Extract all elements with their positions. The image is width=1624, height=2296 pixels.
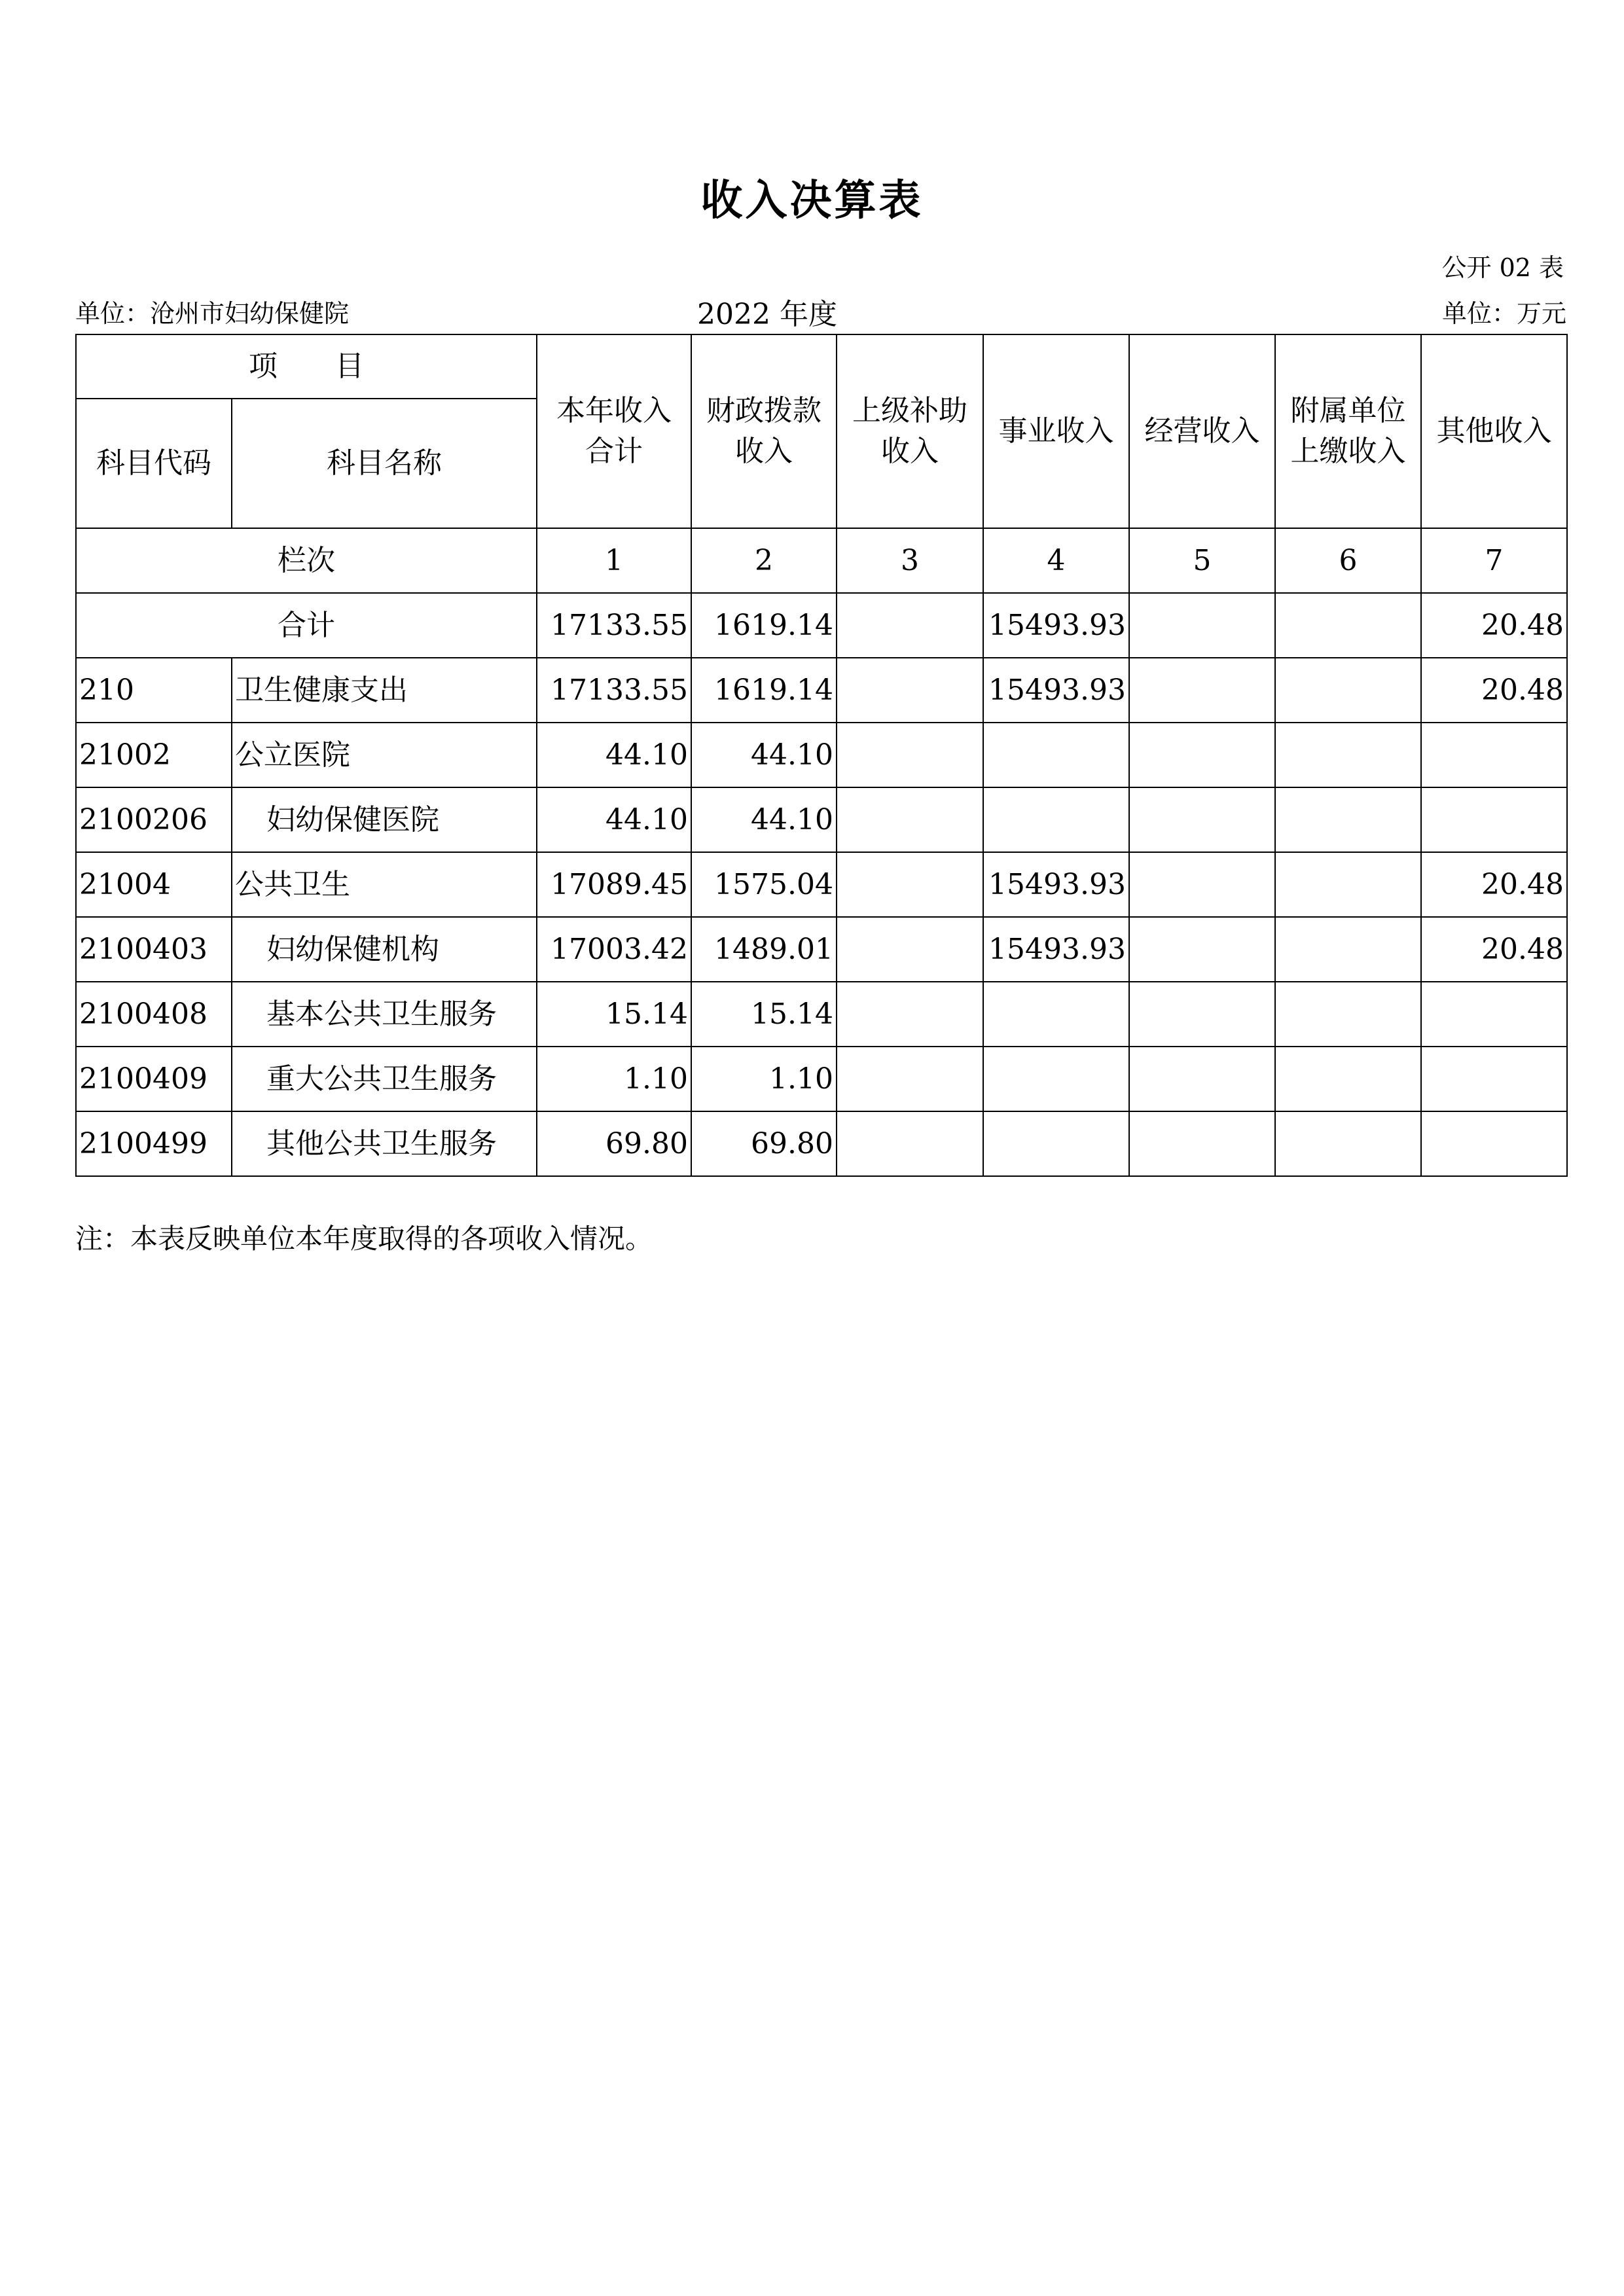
amount-cell bbox=[1129, 852, 1275, 917]
amount-cell bbox=[983, 1111, 1129, 1176]
amount-cell: 44.10 bbox=[537, 787, 691, 852]
amount-cell: 15493.93 bbox=[983, 852, 1129, 917]
amount-cell bbox=[1275, 787, 1421, 852]
subject-name: 公立医院 bbox=[232, 723, 537, 787]
amount-cell bbox=[1275, 723, 1421, 787]
amount-cell: 1.10 bbox=[537, 1047, 691, 1111]
header-col-1: 本年收入 合计 bbox=[537, 334, 691, 528]
table-row bbox=[76, 658, 1567, 723]
sequence-number: 4 bbox=[983, 528, 1129, 593]
total-label: 合计 bbox=[76, 593, 537, 658]
amount-cell bbox=[1129, 723, 1275, 787]
total-value: 15493.93 bbox=[983, 593, 1129, 658]
amount-cell: 44.10 bbox=[537, 723, 691, 787]
amount-cell bbox=[1421, 723, 1567, 787]
subject-code: 2100403 bbox=[76, 917, 232, 982]
table-row bbox=[76, 982, 1567, 1047]
amount-cell bbox=[1129, 658, 1275, 723]
amount-cell bbox=[1275, 852, 1421, 917]
amount-cell bbox=[1275, 982, 1421, 1047]
amount-cell bbox=[837, 1111, 983, 1176]
amount-cell bbox=[1129, 1111, 1275, 1176]
table-note: 注：本表反映单位本年度取得的各项收入情况。 bbox=[75, 1223, 653, 1255]
amount-cell: 17089.45 bbox=[537, 852, 691, 917]
amount-cell bbox=[1275, 1047, 1421, 1111]
subject-code: 2100206 bbox=[76, 787, 232, 852]
amount-cell bbox=[983, 787, 1129, 852]
report-meta bbox=[75, 293, 1566, 331]
amount-cell bbox=[1129, 1047, 1275, 1111]
sequence-number: 2 bbox=[691, 528, 837, 593]
amount-cell bbox=[1275, 1111, 1421, 1176]
amount-cell bbox=[837, 723, 983, 787]
amount-cell: 20.48 bbox=[1421, 658, 1567, 723]
amount-cell: 15.14 bbox=[691, 982, 837, 1047]
total-row bbox=[76, 593, 1567, 658]
amount-cell bbox=[1129, 917, 1275, 982]
fiscal-year: 2022 年度 bbox=[697, 298, 837, 331]
table-row bbox=[76, 787, 1567, 852]
income-table bbox=[75, 334, 1568, 1177]
table-row bbox=[76, 723, 1567, 787]
amount-cell bbox=[837, 917, 983, 982]
header-name: 科目名称 bbox=[232, 399, 537, 528]
amount-cell bbox=[983, 1047, 1129, 1111]
subject-name: 妇幼保健医院 bbox=[232, 787, 537, 852]
amount-cell: 15493.93 bbox=[983, 658, 1129, 723]
sequence-number: 1 bbox=[537, 528, 691, 593]
header-col-2: 财政拨款 收入 bbox=[691, 334, 837, 528]
table-row bbox=[76, 1111, 1567, 1176]
amount-cell: 1489.01 bbox=[691, 917, 837, 982]
amount-cell bbox=[837, 982, 983, 1047]
form-number: 公开 02 表 bbox=[1441, 253, 1564, 282]
total-value bbox=[837, 593, 983, 658]
header-code: 科目代码 bbox=[76, 399, 232, 528]
amount-cell: 69.80 bbox=[537, 1111, 691, 1176]
amount-cell bbox=[837, 1047, 983, 1111]
amount-cell bbox=[1421, 982, 1567, 1047]
sequence-number: 7 bbox=[1421, 528, 1567, 593]
header-col-7: 其他收入 bbox=[1421, 334, 1567, 528]
header-col-3: 上级补助 收入 bbox=[837, 334, 983, 528]
page-title: 收入决算表 bbox=[700, 176, 924, 225]
unit-name: 单位：沧州市妇幼保健院 bbox=[75, 299, 350, 328]
header-col-5: 经营收入 bbox=[1129, 334, 1275, 528]
amount-cell bbox=[1275, 917, 1421, 982]
amount-cell: 1.10 bbox=[691, 1047, 837, 1111]
amount-cell: 17133.55 bbox=[537, 658, 691, 723]
amount-cell: 15.14 bbox=[537, 982, 691, 1047]
sequence-row bbox=[76, 528, 1567, 593]
subject-name: 公共卫生 bbox=[232, 852, 537, 917]
subject-code: 21002 bbox=[76, 723, 232, 787]
amount-cell: 69.80 bbox=[691, 1111, 837, 1176]
subject-name: 重大公共卫生服务 bbox=[232, 1047, 537, 1111]
total-value: 17133.55 bbox=[537, 593, 691, 658]
header-col-4: 事业收入 bbox=[983, 334, 1129, 528]
amount-cell bbox=[983, 723, 1129, 787]
sequence-number: 6 bbox=[1275, 528, 1421, 593]
sequence-label: 栏次 bbox=[76, 528, 537, 593]
subject-code: 2100409 bbox=[76, 1047, 232, 1111]
amount-cell bbox=[1421, 787, 1567, 852]
amount-cell: 15493.93 bbox=[983, 917, 1129, 982]
header-col-6: 附属单位 上缴收入 bbox=[1275, 334, 1421, 528]
table-row bbox=[76, 852, 1567, 917]
subject-name: 其他公共卫生服务 bbox=[232, 1111, 537, 1176]
money-unit: 单位：万元 bbox=[1441, 299, 1566, 328]
amount-cell: 20.48 bbox=[1421, 917, 1567, 982]
subject-code: 2100408 bbox=[76, 982, 232, 1047]
amount-cell: 1619.14 bbox=[691, 658, 837, 723]
amount-cell: 17003.42 bbox=[537, 917, 691, 982]
amount-cell: 20.48 bbox=[1421, 852, 1567, 917]
total-value bbox=[1275, 593, 1421, 658]
amount-cell bbox=[1421, 1047, 1567, 1111]
amount-cell bbox=[837, 787, 983, 852]
subject-code: 2100499 bbox=[76, 1111, 232, 1176]
header-project: 项 目 bbox=[76, 334, 537, 399]
table-row bbox=[76, 1047, 1567, 1111]
amount-cell bbox=[837, 852, 983, 917]
amount-cell bbox=[1275, 658, 1421, 723]
amount-cell bbox=[1421, 1111, 1567, 1176]
amount-cell bbox=[1129, 982, 1275, 1047]
subject-code: 210 bbox=[76, 658, 232, 723]
amount-cell bbox=[983, 982, 1129, 1047]
sequence-number: 3 bbox=[837, 528, 983, 593]
total-value bbox=[1129, 593, 1275, 658]
subject-name: 妇幼保健机构 bbox=[232, 917, 537, 982]
amount-cell bbox=[837, 658, 983, 723]
total-value: 20.48 bbox=[1421, 593, 1567, 658]
table-row bbox=[76, 917, 1567, 982]
subject-code: 21004 bbox=[76, 852, 232, 917]
amount-cell: 1575.04 bbox=[691, 852, 837, 917]
amount-cell bbox=[1129, 787, 1275, 852]
total-value: 1619.14 bbox=[691, 593, 837, 658]
amount-cell: 44.10 bbox=[691, 723, 837, 787]
sequence-number: 5 bbox=[1129, 528, 1275, 593]
subject-name: 卫生健康支出 bbox=[232, 658, 537, 723]
amount-cell: 44.10 bbox=[691, 787, 837, 852]
subject-name: 基本公共卫生服务 bbox=[232, 982, 537, 1047]
